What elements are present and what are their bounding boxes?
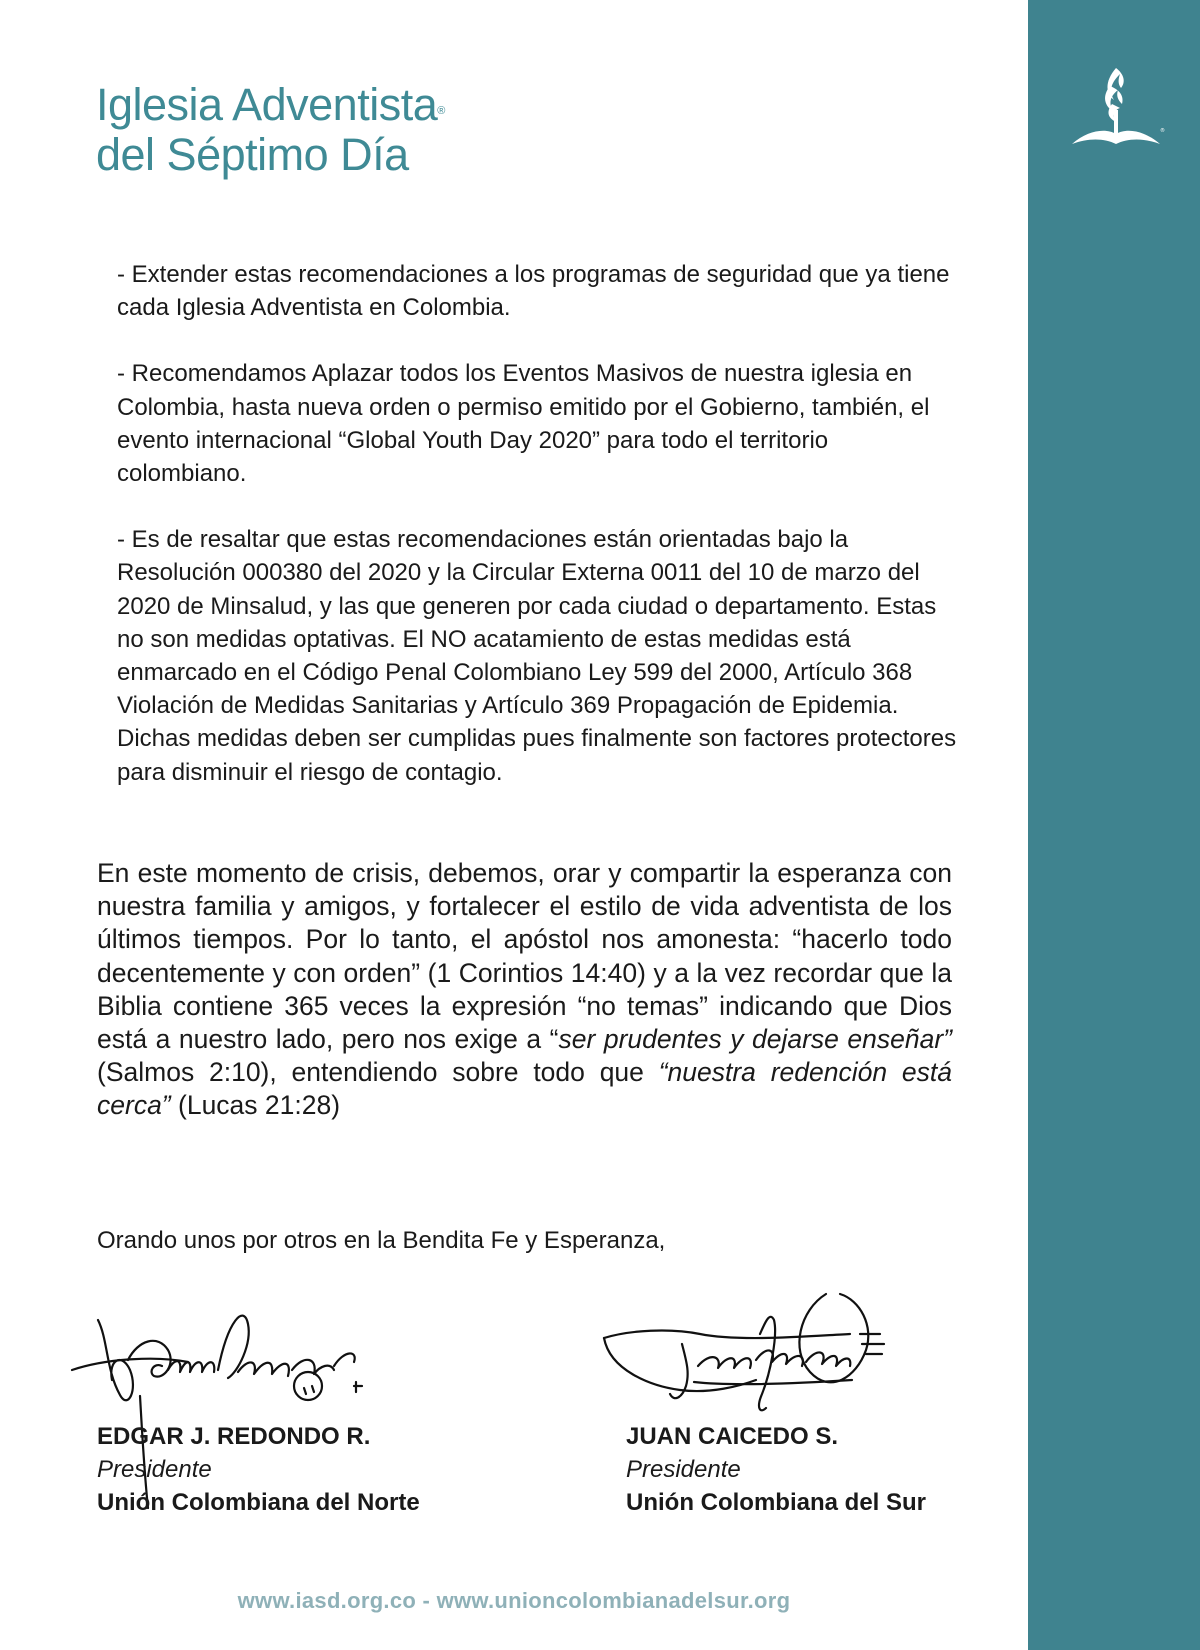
recommendation-item: - Extender estas recomendaciones a los programas de seguridad que ya tiene cada Iglesia Adventista en Colombia. <box>117 261 950 322</box>
recommendation-item: - Recomendamos Aplazar todos los Eventos Masivos de nuestra iglesia en Colombia, hasta nueva orden o permiso emitido por el Gobierno, también, el evento internacional “Global Youth Day 2020” para todo el territorio colombiano. <box>117 360 930 488</box>
registered-mark: ® <box>437 105 445 117</box>
recommendations-list <box>117 258 957 789</box>
greeting-line: Orando unos por otros en la Bendita Fe y Esperanza, <box>97 1227 666 1254</box>
signer-name: JUAN CAICEDO S. <box>626 1423 839 1450</box>
church-wordmark <box>96 80 445 180</box>
closing-italic-b: “nuestra redención está cerca” <box>97 1057 952 1121</box>
signer-block-right <box>626 1420 926 1519</box>
signer-name: EDGAR J. REDONDO R. <box>97 1423 371 1450</box>
closing-text-a: En este momento de crisis, debemos, orar y compartir la esperanza con nuestra familia y amigos, y fortalecer el estilo de vida adventista de los últimos tiempos. Por lo tanto, el apóstol nos amonesta: “hacerlo todo decentemente y con orden” (1 Corintios 14:40) y a la vez recordar que la Biblia contiene 365 veces la expresión “no temas” indicando que Dios está a nuestro lado, pero nos exige a “ <box>97 858 952 1055</box>
adventist-logo-icon <box>1066 60 1166 150</box>
closing-paragraph <box>97 857 952 1123</box>
closing-italic-a: ser prudentes y dejarse enseñar” <box>558 1024 952 1055</box>
wordmark-line-1: Iglesia Adventista <box>96 79 438 130</box>
closing-text-c: (Lucas 21:28) <box>170 1090 341 1121</box>
footer-urls: www.iasd.org.co - www.unioncolombianadelsur.org <box>237 1588 791 1613</box>
signer-role: Presidente <box>97 1456 212 1483</box>
signature-right <box>590 1290 910 1440</box>
signer-organization: Unión Colombiana del Norte <box>97 1489 420 1516</box>
sidebar-band <box>1028 0 1200 1650</box>
svg-text:®: ® <box>1160 128 1165 134</box>
signer-block-left <box>97 1420 420 1519</box>
recommendation-item: - Es de resaltar que estas recomendaciones están orientadas bajo la Resolución 000380 del 2020 y la Circular Externa 0011 del 10 de marzo del 2020 de Minsalud, y las que generen por cada ciudad o departamento. Estas no son medidas optativas. El NO acatamiento de estas medidas está enmarcado en el Código Penal Colombiano Ley 599 del 2000, Artículo 368 Violación de Medidas Sanitarias y Artículo 369 Propagación de Epidemia. Dichas medidas deben ser cumplidas pues finalmente son factores protectores para disminuir el riesgo de contagio. <box>117 526 957 786</box>
wordmark-line-2: del Séptimo Día <box>96 129 409 180</box>
closing-text-b: (Salmos 2:10), entendiendo sobre todo que <box>97 1057 659 1088</box>
signer-role: Presidente <box>626 1456 741 1483</box>
signer-organization: Unión Colombiana del Sur <box>626 1489 927 1516</box>
